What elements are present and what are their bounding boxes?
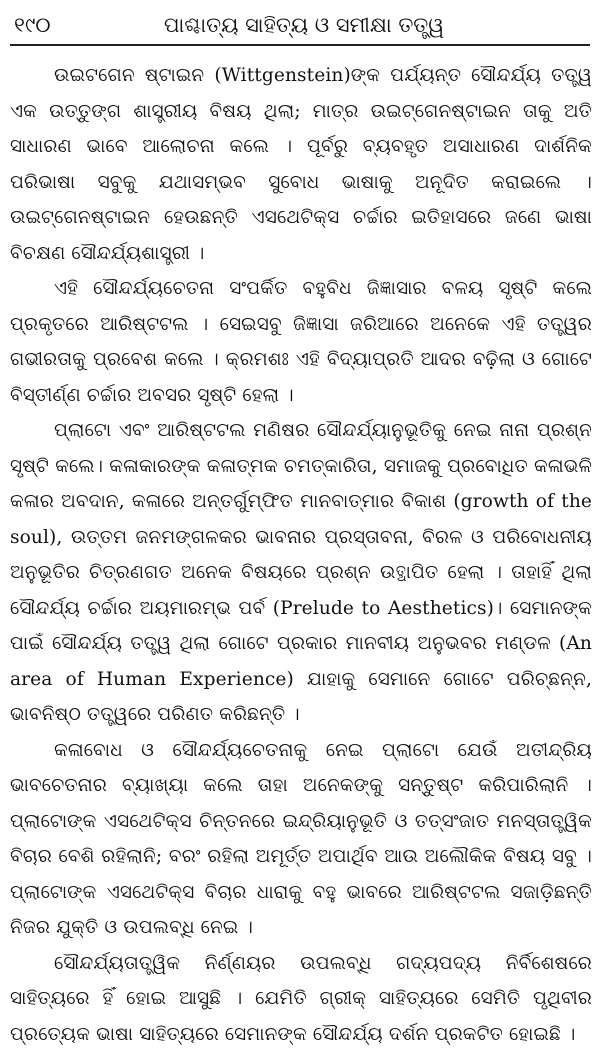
page-number: ୧୯୦ xyxy=(6,13,94,44)
page-header xyxy=(6,4,594,44)
header-divider xyxy=(10,44,590,46)
paragraph: କଳାବୋଧ ଓ ସୌନ୍ଦର୍ଯ୍ୟଚେତନାକୁ ନେଇ ପ୍ଲାଟୋ ଯେଉଁ ଅତୀନ୍ଦ୍ରିୟ ଭାବଚେତନାର ବ୍ୟାଖ୍ୟା କଲେ ତାହା ଅନେକଙ୍କୁ ସନ୍ତୁଷ୍ଟ କରିପାରିଲାନି । ପ୍ଲାଟୋଙ୍କ ଏସଥେଟିକ୍‌ସ ଚିନ୍ତନରେ ଇନ୍ଦ୍ରିୟାନୁଭୂତି ଓ ତତ୍‌ସଂଜାତ ମନସ୍ତାତ୍ତ୍ୱିକ ବିଚାର ବେଶି ରହିଲାନି; ବରଂ ରହିଲା ଅମୂର୍ତ୍ତ ଅପାର୍ଥିବ ଆଉ ଅଲୌକିକ ବିଷୟ ସବୁ । ପ୍ଲାଟୋଙ୍କ ଏସଥେଟିକ୍‌ସ ବିଚାର ଧାରାକୁ ବହୁ ଭାବରେ ଆରିଷ୍ଟଟଲ ସଜାଡ଼ିଛନ୍ତି ନିଜର ଯୁକ୍ତି ଓ ଉପଲବ୍ଧି ନେଇ । xyxy=(10,733,592,946)
paragraph: ଏହି ସୌନ୍ଦର୍ଯ୍ୟଚେତନା ସଂପର୍କିତ ବହୁବିଧ ଜିଜ୍ଞାସାର ବଳୟ ସୃଷ୍ଟି କଲେ ପ୍ରକୃତରେ ଆରିଷ୍ଟଟଲ । ସେଇସବୁ ଜିଜ୍ଞାସା ଜରିଆରେ ଅନେକେ ଏହି ତତ୍ତ୍ୱର ଗଭୀରତାକୁ ପ୍ରବେଶ କଲେ । କ୍ରମଶଃ ଏହି ବିଦ୍ୟାପ୍ରତି ଆଦର ବଢ଼ିଲା ଓ ଗୋଟେ ବିସ୍ତୀର୍ଣ୍ଣ ଚର୍ଚ୍ଚାର ଅବସର ସୃଷ୍ଟି ହେଲା । xyxy=(10,271,592,413)
running-title: ପାଶ୍ଚାତ୍ୟ ସାହିତ୍ୟ ଓ ସମୀକ୍ଷା ତତ୍ତ୍ୱ xyxy=(94,13,594,44)
paragraph: ସୌନ୍ଦର୍ଯ୍ୟତାତ୍ତ୍ୱିକ ନିର୍ଣ୍ଣୟର ଉପଲବ୍ଧି ଗଦ୍ୟପଦ୍ୟ ନିର୍ବିଶେଷରେ ସାହିତ୍ୟରେ ହିଁ ହୋଇ ଆସୁଛି । ଯେମିତି ଗ୍ରୀକ୍ ସାହିତ୍ୟରେ ସେମିତି ପୃଥିବୀର ପ୍ରତ୍ୟେକ ଭାଷା ସାହିତ୍ୟରେ ସେମାନଙ୍କ ସୌନ୍ଦର୍ଯ୍ୟ ଦର୍ଶନ ପ୍ରକଟିତ ହୋଇଛି । xyxy=(10,946,592,1052)
paragraph: ପ୍ଲାଟୋ ଏବଂ ଆରିଷ୍ଟଟଲ ମଣିଷର ସୌନ୍ଦର୍ଯ୍ୟାନୁଭୂତିକୁ ନେଇ ନାନା ପ୍ରଶ୍ନ ସୃଷ୍ଟି କଲେ। କଳାକାରଙ୍କ କଳାତ୍ମକ ଚମତ୍କାରିତା, ସମାଜକୁ ପ୍ରବୋଧିତ କଳାଭଳି କଳାର ଅବଦାନ, କଳାରେ ଅନ୍ତର୍ଗୁମ୍ଫିତ ମାନବାତ୍ମାର ବିକାଶ (growth of the soul), ଉତ୍ତମ ଜନମଙ୍ଗଳକର ଭାବନାର ପ୍ରସ୍ତାବନା, ବିରଳ ଓ ପରିବୋଧନୀୟ ଅନୁଭୂତିର ଚିତ୍ରଣଗତ ଅନେକ ବିଷୟରେ ପ୍ରଶ୍ନ ଉତ୍ଥାପିତ ହେଲା । ତାହାହିଁ ଥିଲା ସୌନ୍ଦର୍ଯ୍ୟ ଚର୍ଚ୍ଚାର ଅୟମାରମ୍ଭ ପର୍ବ (Prelude to Aesthetics)। ସେମାନଙ୍କ ପାଇଁ ସୌନ୍ଦର୍ଯ୍ୟ ତତ୍ତ୍ୱ ଥିଲା ଗୋଟେ ପ୍ରକାର ମାନବୀୟ ଅନୁଭବର ମଣ୍ଡଳ (An area of Human Experience) ଯାହାକୁ ସେମାନେ ଗୋଟେ ପରିଚ୍ଛନ୍ନ, ଭାବନିଷ୍ଠ ତତ୍ତ୍ୱରେ ପରିଣତ କରିଛନ୍ତି । xyxy=(10,413,592,733)
paragraph: ଉଇଟଗେନ ଷ୍ଟାଇନ (Wittgenstein)ଙ୍କ ପର୍ଯ୍ୟନ୍ତ ସୌନ୍ଦର୍ଯ୍ୟ ତତ୍ତ୍ୱ ଏକ ଉତ୍ତୁଙ୍ଗ ଶାସ୍ତ୍ରୀୟ ବିଷୟ ଥିଲା; ମାତ୍ର ଉଇଟ୍‌ଗେନଷ୍ଟାଇନ ତାକୁ ଅତି ସାଧାରଣ ଭାବେ ଆଲୋଚନା କଲେ । ପୂର୍ବରୁ ବ୍ୟବହୃତ ଅସାଧାରଣ ଦାର୍ଶନିକ ପରିଭାଷା ସବୁକୁ ଯଥାସମ୍ଭବ ସୁବୋଧ ଭାଷାକୁ ଅନୂଦିତ କରାଇଲେ । ଉଇଟ୍‌ଗେନଷ୍ଟାଇନ ହେଉଛନ୍ତି ଏସଥେଟିକ୍‌ସ ଚର୍ଚ୍ଚାର ଇତିହାସରେ ଜଣେ ଭାଷା ବିଚକ୍ଷଣ ସୌନ୍ଦର୍ଯ୍ୟଶାସ୍ତ୍ରୀ । xyxy=(10,58,592,271)
body-text xyxy=(10,58,592,1052)
